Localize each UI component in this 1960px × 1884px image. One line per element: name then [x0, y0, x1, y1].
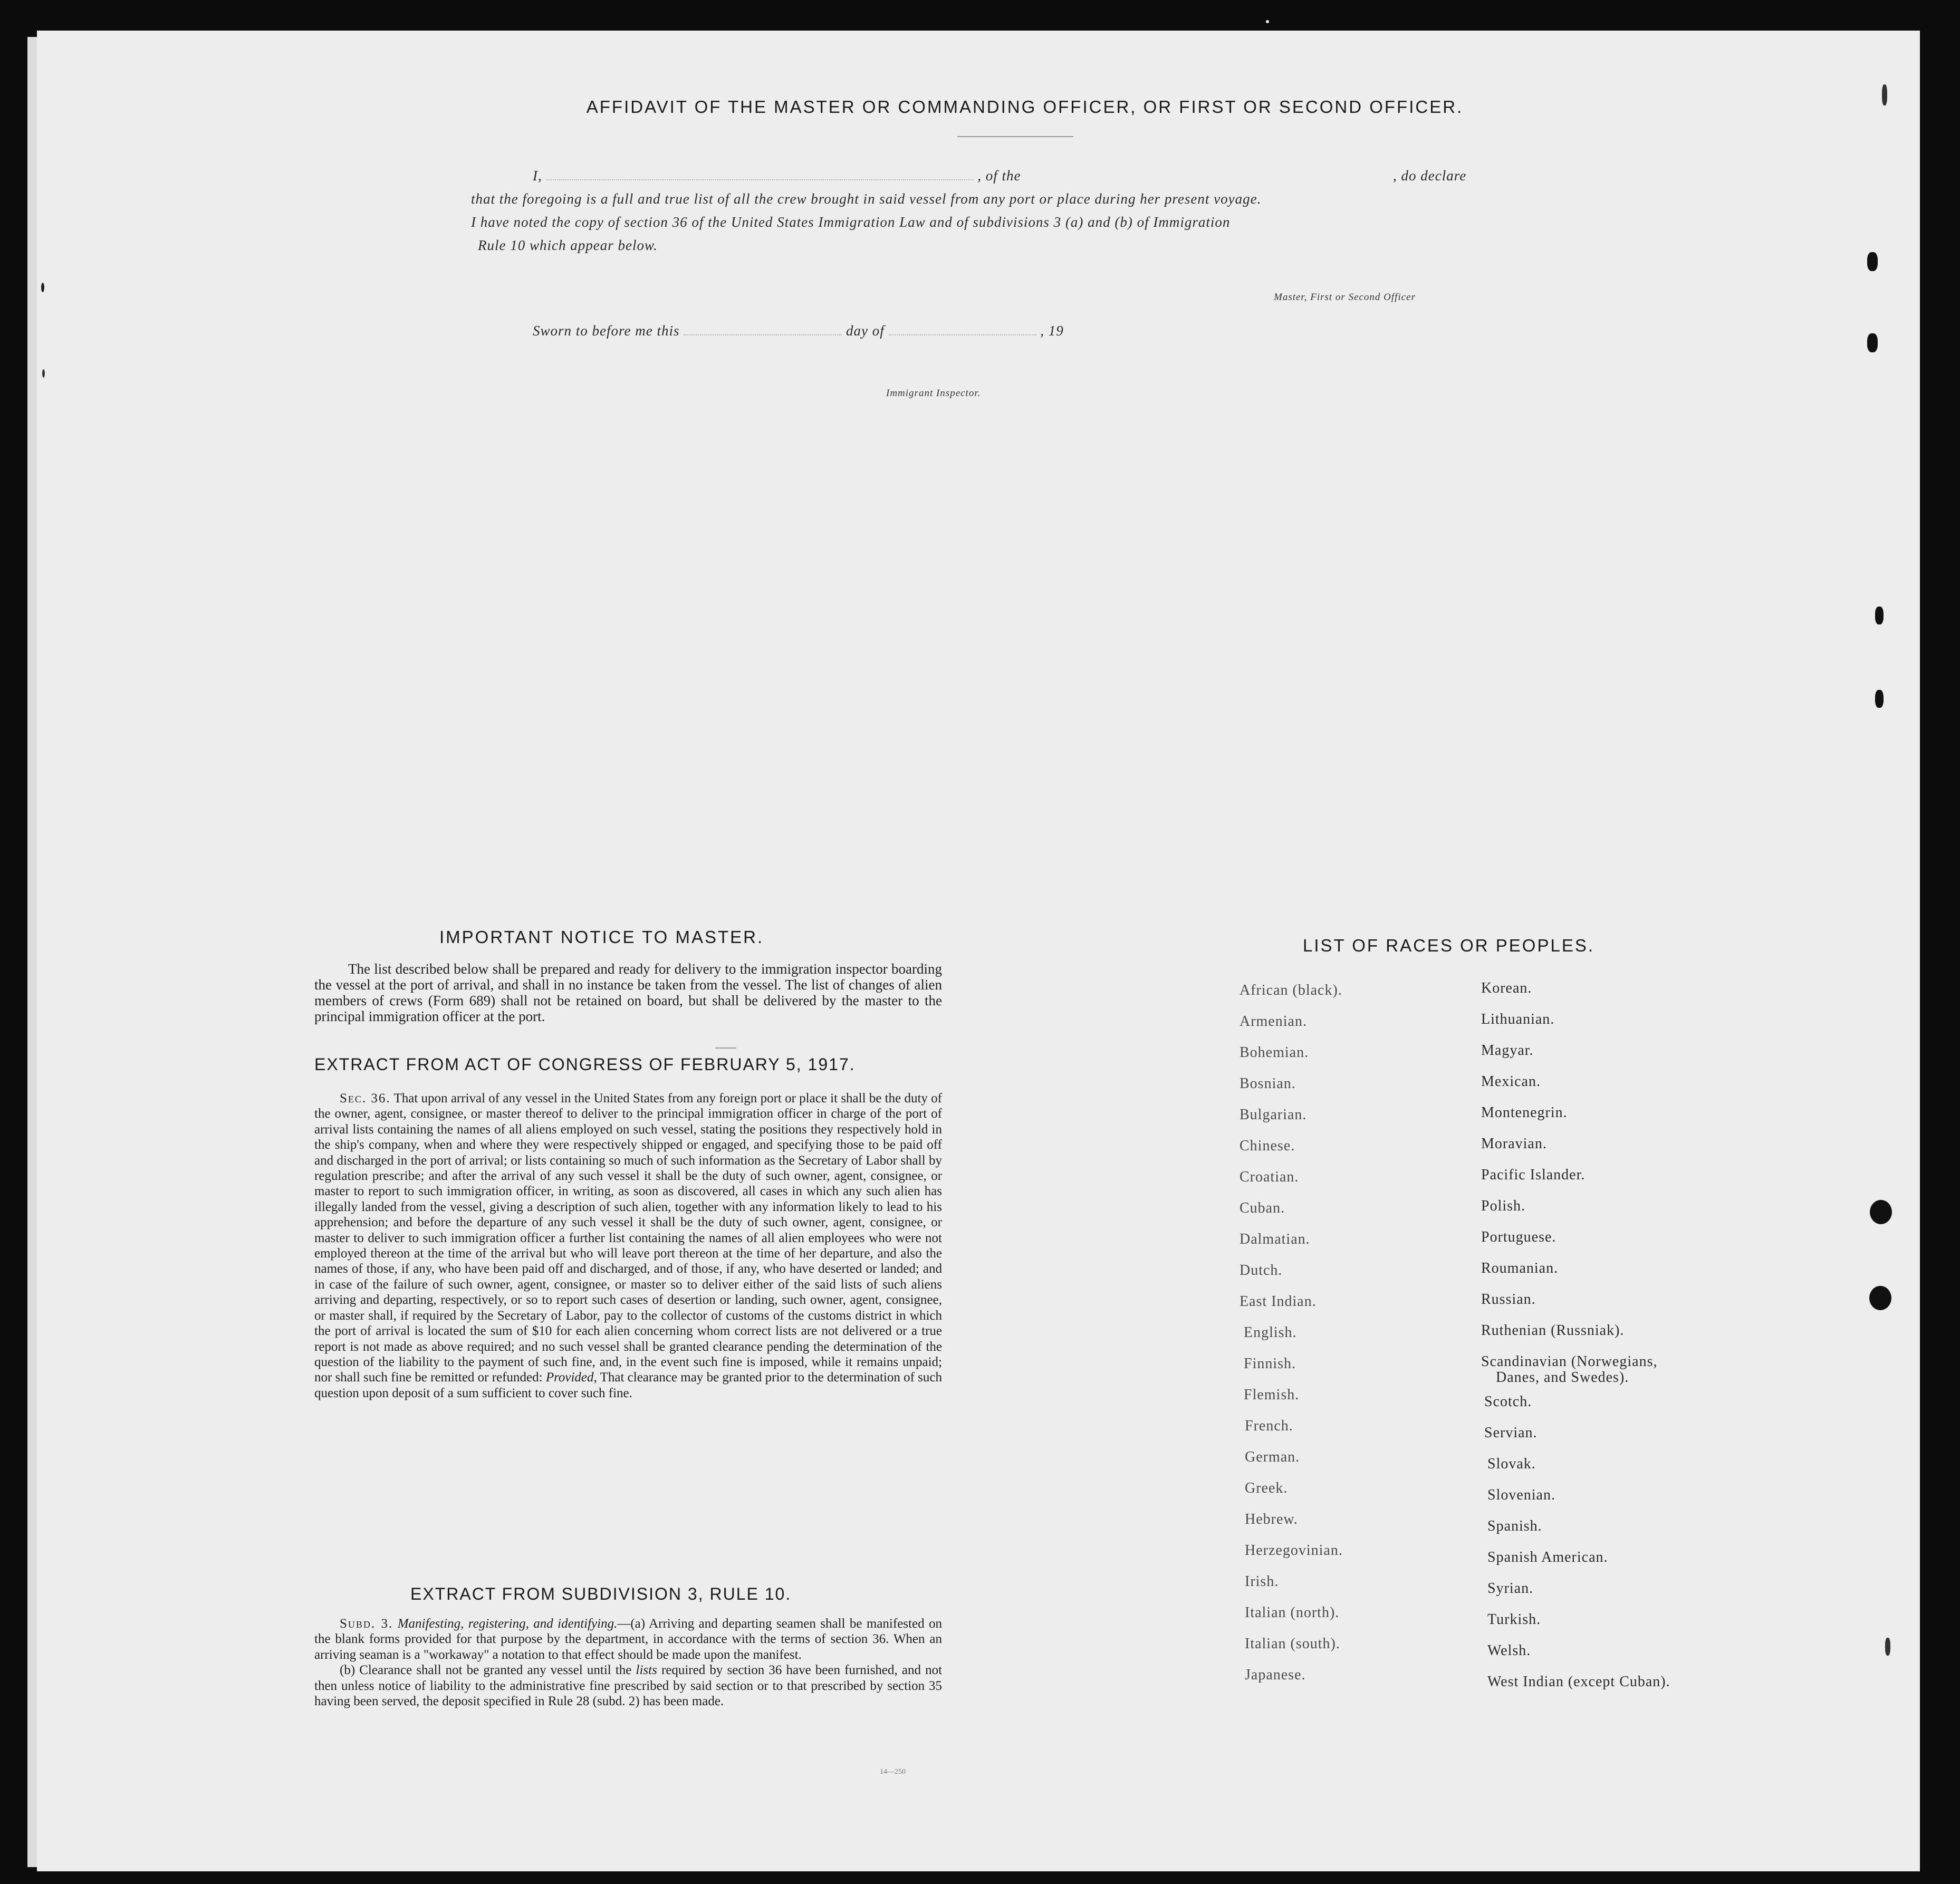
subd-label: Subd. 3. [340, 1617, 393, 1631]
race-item: French. [1245, 1418, 1293, 1434]
title-divider [957, 136, 1073, 137]
day-of: day of [846, 323, 885, 339]
race-item: Armenian. [1240, 1013, 1307, 1030]
race-item: Finnish. [1244, 1356, 1296, 1372]
race-item: Croatian. [1240, 1169, 1299, 1185]
section-36-text [314, 1091, 942, 1401]
race-item: Korean. [1481, 980, 1532, 996]
declaration-do-declare: , do declare [1393, 168, 1467, 184]
race-item: Slovak. [1487, 1456, 1536, 1472]
rule-extract-body [314, 1616, 942, 1709]
rule-extract-title: EXTRACT FROM SUBDIVISION 3, RULE 10. [410, 1584, 792, 1603]
race-item: Irish. [1245, 1573, 1279, 1590]
race-item: Roumanian. [1481, 1260, 1559, 1276]
notice-divider [715, 1047, 736, 1049]
race-item: Portuguese. [1481, 1229, 1557, 1245]
day-blank[interactable] [684, 323, 842, 335]
race-item: Dalmatian. [1240, 1231, 1310, 1247]
races-title: LIST OF RACES OR PEOPLES. [1303, 936, 1595, 955]
race-item: Italian (south). [1245, 1636, 1340, 1652]
subd-heading: Manifesting, registering, and identifying. [397, 1617, 618, 1631]
race-item: Spanish American. [1487, 1549, 1608, 1565]
declaration-line-3: I have noted the copy of section 36 of the United States Immigration Law and of subdivisions 3 (a) and (b) of Immigration [471, 214, 1231, 230]
race-item: Moravian. [1481, 1136, 1547, 1152]
race-item: Scotch. [1484, 1393, 1532, 1410]
declaration-line-2: that the foregoing is a full and true list of all the crew brought in said vessel from any port or place during her present voyage. [471, 191, 1262, 207]
punch-hole-1 [1870, 1200, 1892, 1224]
race-item: Welsh. [1487, 1642, 1531, 1659]
race-item: Russian. [1481, 1291, 1536, 1308]
subdivision-b-text [314, 1662, 942, 1709]
name-blank[interactable] [546, 168, 974, 180]
race-item: Herzegovinian. [1245, 1542, 1343, 1559]
race-item: Japanese. [1245, 1667, 1306, 1683]
race-item: Scandinavian (Norwegians, [1481, 1353, 1658, 1370]
race-item: Syrian. [1487, 1580, 1534, 1597]
dust-speck [41, 283, 44, 292]
dust-speck [42, 369, 45, 378]
race-item: Bulgarian. [1240, 1107, 1307, 1123]
month-blank[interactable] [889, 323, 1036, 335]
race-item: Slovenian. [1487, 1487, 1555, 1503]
race-item: German. [1245, 1449, 1300, 1465]
part-b-rest: required by section 36 have been furnished, and not then unless notice of liability to the administrative fine prescribed by said section or to that prescribed by section 35 having been served, the deposit specified in Rule 28 (subd. 2) has been made. [314, 1663, 943, 1709]
declaration-i: I, [533, 168, 542, 184]
race-item: Chinese. [1240, 1138, 1295, 1154]
race-item: Servian. [1484, 1425, 1538, 1441]
act-extract-body [314, 1091, 942, 1401]
section-label: Sec. 36. [340, 1091, 391, 1106]
year-prefix: , 19 [1040, 323, 1064, 339]
race-item: African (black). [1240, 982, 1342, 998]
clip-mark-2 [1867, 333, 1878, 352]
race-item: English. [1244, 1324, 1297, 1341]
declaration-line-4: Rule 10 which appear below. [478, 237, 658, 253]
race-item: Danes, and Swedes). [1496, 1369, 1629, 1386]
clip-mark-1 [1867, 252, 1878, 271]
dust-speck [1266, 20, 1269, 23]
form-number: 14—250 [880, 1768, 906, 1776]
punch-hole-2 [1869, 1286, 1891, 1310]
notice-text: The list described below shall be prepared and ready for delivery to the immigration inspector boarding the vessel at the port of arrival, and shall in no instance be taken from the vessel. The list of changes of alien members of crews (Form 689) shall not be retained on board, but shall be delivered by the master to the principal immigration officer at the port. [314, 961, 942, 1024]
affidavit-title: AFFIDAVIT OF THE MASTER OR COMMANDING OFFICER, OR FIRST OR SECOND OFFICER. [586, 97, 1464, 117]
subd-part-a: —(a) Arriving and departing seamen shall be manifested on the blank forms provided for that purpose by the department, in accordance with the terms of section 36. When an arriving seaman is a "workaway" a notation to that effect should be made upon the manifest. [314, 1617, 942, 1662]
race-item: Cuban. [1240, 1200, 1285, 1216]
inspector-label: Immigrant Inspector. [886, 388, 981, 399]
clip-mark-4 [1875, 690, 1884, 708]
race-item: Ruthenian (Russniak). [1481, 1322, 1625, 1339]
vessel-blank[interactable] [1025, 168, 1389, 180]
declaration-of-the: , of the [977, 168, 1021, 184]
declaration-line-1 [533, 168, 1466, 184]
race-item: Lithuanian. [1481, 1011, 1555, 1027]
section-body: That upon arrival of any vessel in the United States from any foreign port or place it shall be the duty of the owner, agent, consignee, or master thereof to deliver to the principal immigration officer in charge of the port of arrival lists containing the names of all aliens employed on such vessel, stating the positions they respectively hold in the ship's company, when and where they were respectively shipped or engaged, and specifying those to be paid off and discharged in the port of arrival; or lists containing so much of such information as the Secretary of Labor shall by regulation prescribe; and after the arrival of any such vessel it shall be the duty of such owner, agent, consignee, or master to report to such immigration officer, in writing, as soon as discovered, all cases in which any such alien has illegally landed from the vessel, giving a description of such alien, together with any information likely to lead to his apprehension; and before the departure of any such vessel it shall be the duty of such owner, agent, consignee, or master to deliver to such immigration officer a further list containing the names of all alien employees who were not employed thereon at the time of the arrival but who will leave port thereon at the time of her departure, and also the names of those, if any, who have been paid off and discharged, and of those, if any, who have deserted or landed; and in case of the failure of such owner, agent, consignee, or master so to deliver either of the said lists of such aliens arriving and departing, respectively, or so to report such cases of desertion or landing, such owner, agent, consignee, or master shall, if required by the Secretary of Labor, pay to the collector of customs of the customs district in which the port of arrival is located the sum of $10 for each alien concerning whom correct lists are not delivered or a true report is not made as above required; and no such vessel shall be granted clearance pending the determination of the question of the liability to the payment of such fine, and, in the event such fine is imposed, while it remains unpaid; nor shall such fine be remitted or refunded: [314, 1091, 942, 1385]
sworn-line [533, 323, 1064, 339]
race-item: Magyar. [1481, 1042, 1534, 1059]
provided-word: Provided, [545, 1370, 597, 1385]
race-item: Hebrew. [1245, 1511, 1298, 1527]
race-item: Turkish. [1487, 1611, 1541, 1628]
notice-body [314, 961, 942, 1024]
race-item: Italian (north). [1245, 1604, 1340, 1621]
signature-label: Master, First or Second Officer [1274, 292, 1416, 303]
race-item: Bosnian. [1240, 1075, 1296, 1092]
race-item: Polish. [1481, 1198, 1526, 1214]
section-body-end: That clearance may be granted prior to the determination of such question upon deposit of a sum sufficient to cover such fine. [314, 1370, 942, 1400]
race-item: East Indian. [1240, 1293, 1317, 1310]
clip-mark-6 [1885, 1638, 1890, 1656]
race-item: Dutch. [1240, 1262, 1283, 1279]
race-item: West Indian (except Cuban). [1487, 1674, 1670, 1690]
act-extract-title: EXTRACT FROM ACT OF CONGRESS OF FEBRUARY 5, 1917. [314, 1055, 856, 1074]
clip-mark-3 [1875, 607, 1884, 624]
race-item: Greek. [1245, 1480, 1288, 1496]
race-item: Pacific Islander. [1481, 1167, 1586, 1183]
race-item: Montenegrin. [1481, 1104, 1568, 1121]
race-item: Spanish. [1487, 1518, 1542, 1534]
race-item: Bohemian. [1240, 1044, 1309, 1061]
part-b-prefix: (b) Clearance shall not be granted any vessel until the [340, 1663, 632, 1678]
subdivision-a-text [314, 1616, 942, 1662]
notice-title: IMPORTANT NOTICE TO MASTER. [439, 927, 764, 947]
races-right-column [1481, 980, 1670, 1705]
sworn-before: Sworn to before me this [533, 323, 680, 339]
part-b-lists: lists [636, 1663, 657, 1678]
race-item: Mexican. [1481, 1073, 1541, 1090]
races-left-column [1240, 982, 1343, 1698]
race-item: Flemish. [1244, 1387, 1300, 1403]
